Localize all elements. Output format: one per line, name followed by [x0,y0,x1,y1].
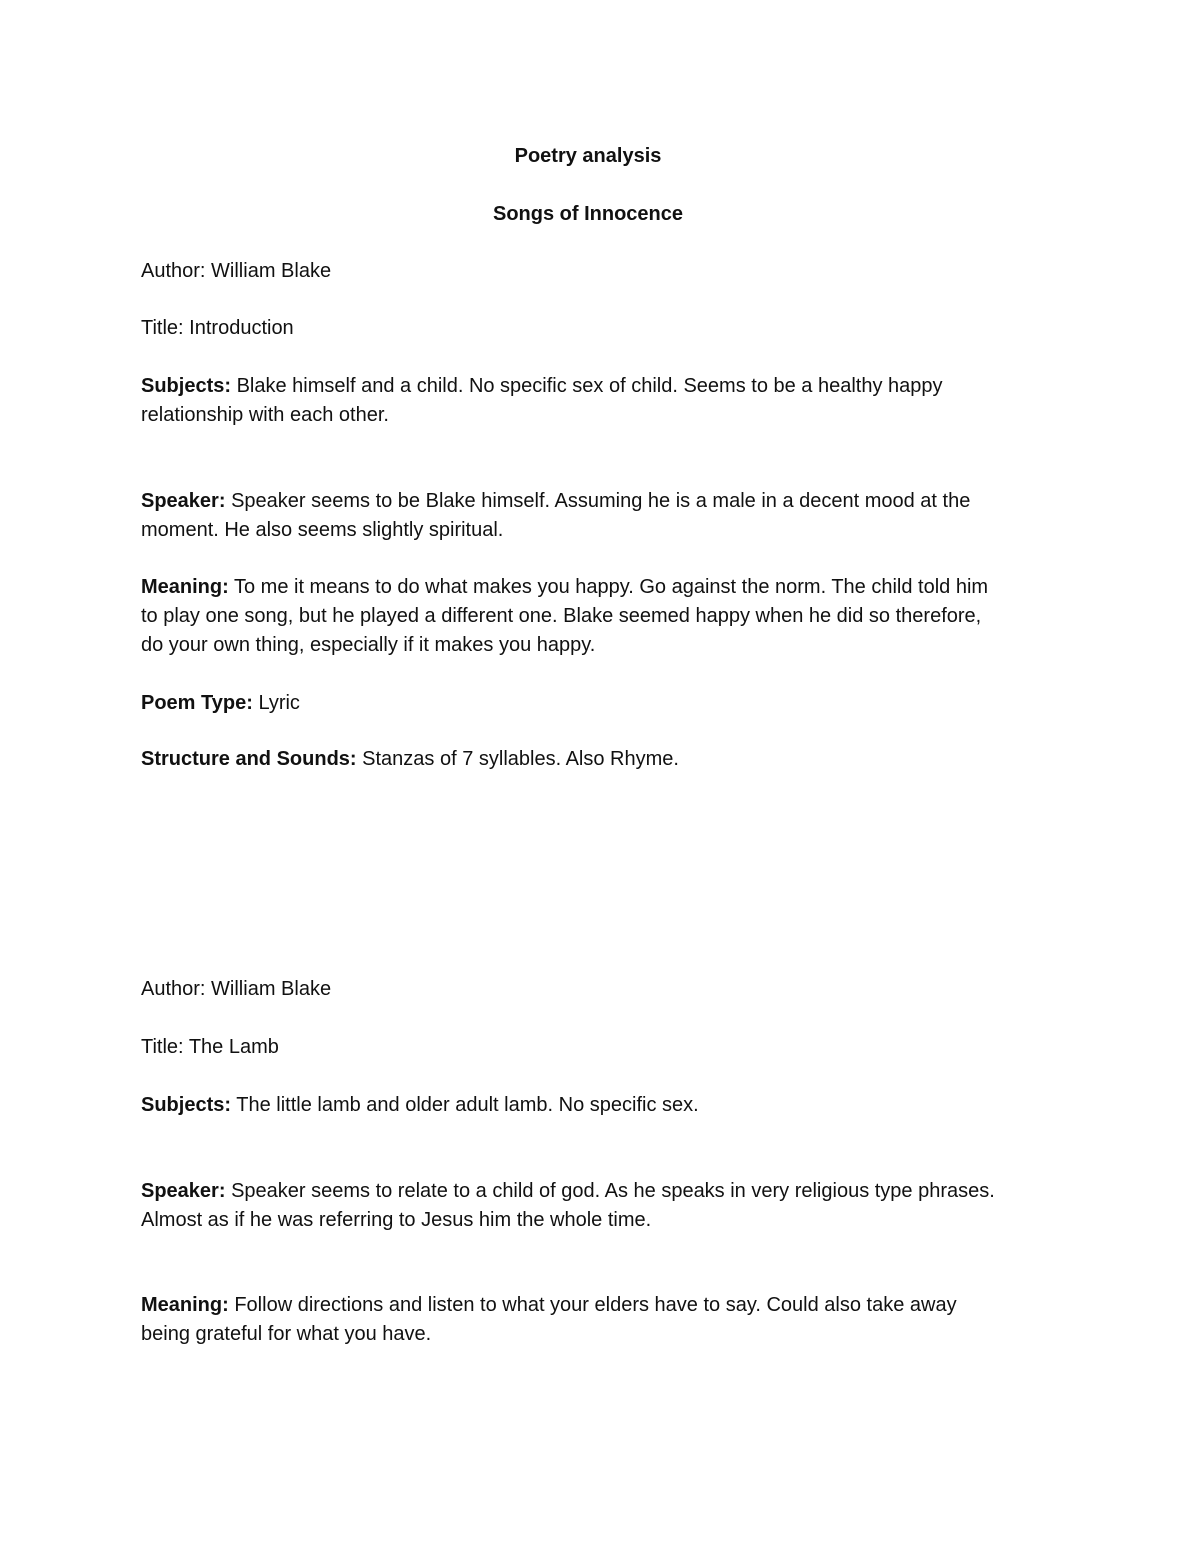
speaker-text: Speaker seems to be Blake himself. Assuming he is a male in a decent mood at the [231,490,971,512]
entry-2-meaning [141,1291,1061,1320]
title-value: Introduction [189,317,294,339]
author-value: William Blake [211,260,332,282]
entry-1-structure [141,745,1061,774]
entry-1-meaning-cont-2: do your own thing, especially if it makes you happy. [141,634,596,656]
entry-2-speaker-cont: Almost as if he was referring to Jesus him the whole time. [141,1209,652,1231]
speaker-text: Speaker seems to relate to a child of god. As he speaks in very religious type phrases. [231,1180,995,1202]
entry-1-subjects [141,372,1061,401]
entry-2-author [141,975,1061,1004]
entry-1-meaning-cont-1: to play one song, but he played a different one. Blake seemed happy when he did so therefore, [141,605,982,627]
entry-1-speaker-cont: moment. He also seems slightly spiritual. [141,519,504,541]
entry-2-title [141,1033,1061,1062]
speaker-label: Speaker: [141,490,226,512]
meaning-label: Meaning: [141,1294,229,1316]
entry-2-speaker [141,1177,1061,1206]
poem-type-label: Poem Type: [141,692,253,714]
entry-1-poem-type [141,689,1061,718]
author-value: William Blake [211,978,332,1000]
subjects-label: Subjects: [141,375,232,397]
author-label: Author: [141,978,206,1000]
document-subheading: Songs of Innocence [492,203,684,225]
entry-1-author [141,257,1061,286]
meaning-text: Follow directions and listen to what your elders have to say. Could also take away [234,1294,957,1316]
document-heading: Poetry analysis [514,145,662,167]
speaker-label: Speaker: [141,1180,226,1202]
title-label: Title: [141,1036,184,1058]
meaning-label: Meaning: [141,576,229,598]
subjects-text: Blake himself and a child. No specific sex of child. Seems to be a healthy happy [236,375,943,397]
author-label: Author: [141,260,206,282]
meaning-text: To me it means to do what makes you happy. Go against the norm. The child told him [233,576,989,598]
poem-type-value: Lyric [258,692,300,714]
subjects-label: Subjects: [141,1094,232,1116]
entry-2-meaning-cont: being grateful for what you have. [141,1323,432,1345]
structure-label: Structure and Sounds: [141,748,357,770]
title-label: Title: [141,317,184,339]
entry-1-speaker [141,487,1061,516]
entry-2-subjects [141,1091,1061,1120]
entry-1-meaning [141,573,1061,602]
subjects-text: The little lamb and older adult lamb. No specific sex. [236,1094,699,1116]
title-value: The Lamb [188,1036,279,1058]
entry-1-subjects-cont: relationship with each other. [141,404,389,426]
entry-1-title [141,314,1061,343]
structure-value: Stanzas of 7 syllables. Also Rhyme. [362,748,679,770]
